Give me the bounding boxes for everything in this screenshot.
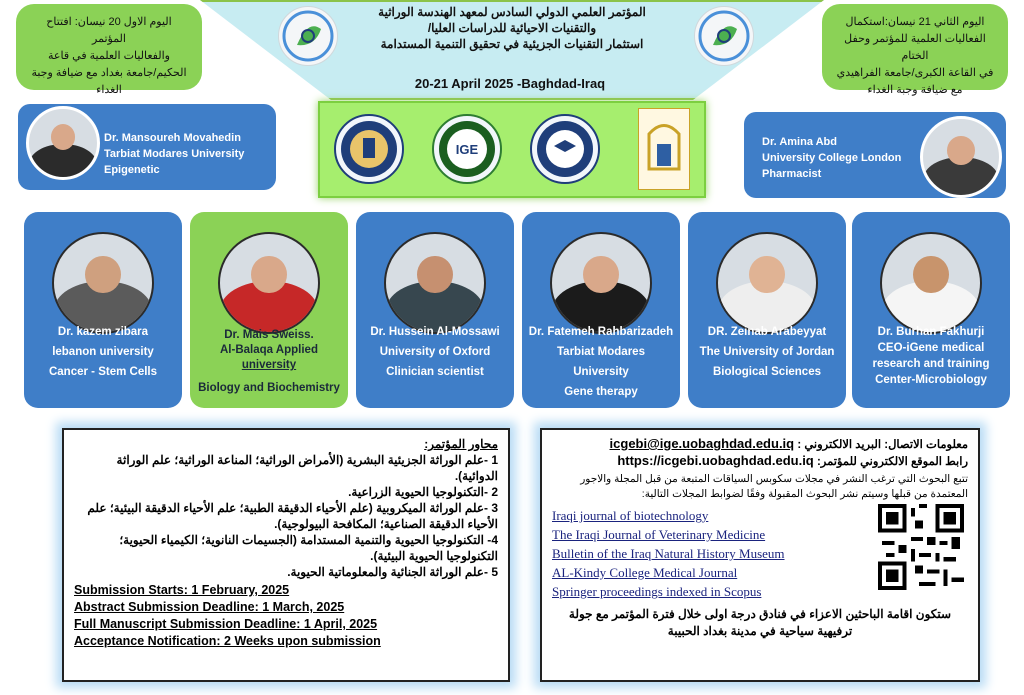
speaker-photo <box>920 116 1002 198</box>
journal-link[interactable]: The Iraqi Journal of Veterinary Medicine <box>552 527 766 542</box>
publish-note: تتبع البحوث التي ترغب النشر في مجلات سكوبس السياقات المتبعة من قبل المجلة والاجور المعتمدة من قبلها وسيتم نشر البحوث المقبولة وفقًا لضوابط المجلات التالية: <box>580 473 968 500</box>
day-two-line: اليوم الثاني 21 نيسان:استكمال <box>845 16 985 28</box>
speaker-field: Epigenetic <box>104 164 160 176</box>
speaker-field: Clinician scientist <box>386 366 484 378</box>
speaker-affiliation: University <box>573 366 629 378</box>
journal-link[interactable]: AL-Kindy College Medical Journal <box>552 565 738 580</box>
speaker-affiliation: Tarbiat Modares <box>557 346 645 358</box>
email-link[interactable]: icgebi@ige.uobaghdad.edu.iq <box>609 436 795 451</box>
deadline-item: Abstract Submission Deadline: 1 March, 2025 <box>74 600 345 614</box>
email-label: معلومات الاتصال: البريد الالكتروني : <box>797 439 968 451</box>
speaker-info <box>692 322 842 382</box>
speaker-info <box>856 324 1006 388</box>
speaker-name: Dr. Fatemeh Rahbarizadeh <box>528 326 674 338</box>
topic-item: 1 -علم الوراثة الجزيئية البشرية (الأمراض الوراثية؛ المناعة الوراثية؛ علم الوراثة الدوائية). <box>116 453 498 483</box>
institute-logo-right <box>694 6 754 66</box>
institute-logo-left <box>278 6 338 66</box>
speaker-affiliation: University of Oxford <box>379 346 491 358</box>
speaker-card-hussein <box>356 212 514 408</box>
day-one-line: اليوم الاول 20 نيسان: افتتاح المؤتمر <box>46 16 172 45</box>
qr-code-icon[interactable] <box>878 504 964 590</box>
speaker-name: Dr. Mansoureh Movahedin <box>104 132 241 144</box>
speaker-affiliation: Al-Balaqa Applied <box>220 344 318 356</box>
journal-link[interactable]: Springer proceedings indexed in Scopus <box>552 584 762 599</box>
site-label: رابط الموقع الالكتروني للمؤتمر: <box>816 456 968 468</box>
deadline-item: Full Manuscript Submission Deadline: 1 April, 2025 <box>74 617 378 631</box>
title-line-3: استثمار التقنيات الجزيئية في تحقيق التنمية المستدامة <box>380 37 644 51</box>
topics-list <box>74 436 498 580</box>
site-row <box>552 453 968 470</box>
speaker-photo <box>52 232 154 334</box>
speaker-info <box>28 322 178 382</box>
speaker-photo <box>384 232 486 334</box>
speaker-info <box>194 328 344 396</box>
speaker-name: Dr. Burhan Fakhurji <box>877 326 985 338</box>
speaker-info <box>360 322 510 382</box>
speaker-name: DR. Zeinab Arabeyyat <box>707 326 827 338</box>
site-link[interactable]: https://icgebi.uobaghdad.edu.iq <box>617 453 814 468</box>
day-two-box <box>822 4 1008 96</box>
day-one-line: الغداء <box>96 84 122 96</box>
day-two-line: مع ضيافة وجبة الغداء <box>867 84 963 96</box>
speaker-field: Cancer - Stem Cells <box>48 366 157 378</box>
deadline-item: Acceptance Notification: 2 Weeks upon submission <box>74 634 381 648</box>
speaker-field: Biological Sciences <box>712 366 821 378</box>
speaker-photo <box>218 232 320 334</box>
title-line-2: والتقنيات الاحيائية للدراسات العليا/ <box>427 21 597 35</box>
speaker-photo <box>26 106 100 180</box>
day-two-line: في القاعة الكبرى/جامعة الفراهيدي <box>836 67 994 79</box>
speaker-name: Dr. Amina Abd <box>762 136 837 148</box>
topic-item: 4- التكنولوجيا الحيوية والتنمية المستدامة (الجسيمات النانوية؛ الكيمياء الحيوية؛ التكنولوجيا الحيوية البيئية). <box>119 533 498 563</box>
journal-link[interactable]: Iraqi journal of biotechnology <box>552 508 709 523</box>
speaker-card-mais <box>190 212 348 408</box>
al-farahidi-university-logo <box>530 114 600 184</box>
contact-box <box>540 428 980 682</box>
conference-title <box>330 4 694 52</box>
deadlines-list <box>74 582 498 650</box>
day-two-line: الفعاليات العلمية للمؤتمر وحفل الختام <box>844 33 986 62</box>
university-of-baghdad-logo <box>334 114 404 184</box>
speaker-info <box>104 130 276 178</box>
email-row <box>552 436 968 453</box>
deadline-item: Submission Starts: 1 February, 2025 <box>74 583 290 597</box>
speaker-name: Dr. Mais Sweiss. <box>224 329 314 341</box>
journals-area <box>552 506 968 599</box>
topic-item: 2 -التكنولوجيا الحيوية الزراعية. <box>348 485 498 499</box>
speaker-field: Gene therapy <box>564 386 638 398</box>
speaker-name: Dr. kazem zibara <box>57 326 149 338</box>
speaker-photo <box>550 232 652 334</box>
speaker-field: Center-Microbiology <box>875 374 987 386</box>
day-one-box <box>16 4 202 96</box>
journal-link[interactable]: Bulletin of the Iraq Natural History Museum <box>552 546 785 561</box>
topics-box <box>62 428 510 682</box>
speaker-info <box>762 134 922 182</box>
accommodation-note: ستكون اقامة الباحثين الاعزاء في فنادق درجة اولى خلال فترة المؤتمر مع جولة ترفيهية سياحية في مدينة بغداد الحبيبة <box>568 607 952 638</box>
speaker-card-fatemeh <box>522 212 680 408</box>
topic-item: 5 -علم الوراثة الجنائية والمعلوماتية الحيوية. <box>287 565 498 579</box>
day-one-line: الحكيم/جامعة بغداد مع ضيافة وجبة <box>31 67 187 79</box>
title-line-1: المؤتمر العلمي الدولي السادس لمعهد الهندسة الوراثية <box>378 5 646 19</box>
speaker-affiliation: university <box>241 359 297 371</box>
speaker-affiliation: The University of Jordan <box>699 346 835 358</box>
speaker-card-kazem <box>24 212 182 408</box>
topics-heading: محاور المؤتمر: <box>424 437 498 451</box>
speaker-affiliation: Tarbiat Modares University <box>104 148 245 160</box>
speaker-info <box>526 322 676 402</box>
contact-lines <box>552 436 968 470</box>
speaker-field: Pharmacist <box>762 168 822 180</box>
speaker-field: Biology and Biochemistry <box>198 382 340 394</box>
speaker-photo <box>716 232 818 334</box>
speaker-name: Dr. Hussein Al-Mossawi <box>370 326 500 338</box>
ige-logo <box>432 114 502 184</box>
speaker-affiliation: research and training <box>872 358 990 370</box>
topic-item: 3 -علم الوراثة الميكروبية (علم الأحياء الدقيقة الطبية؛ علم الأحياء الدقيقة البيئية؛ علم الأحياء الدقيقة الصناعية؛ المكافحة البيولوجية). <box>87 501 498 531</box>
arabic-university-emblem <box>638 108 690 190</box>
speaker-affiliation: CEO-iGene medical <box>877 342 985 354</box>
speaker-photo <box>880 232 982 334</box>
conference-date: 20-21 April 2025 -Baghdad-Iraq <box>414 76 606 91</box>
svg-text:IGE: IGE <box>455 142 479 157</box>
speaker-card-zeinab <box>688 212 846 408</box>
speaker-affiliation: lebanon university <box>52 346 154 358</box>
speaker-affiliation: University College London <box>762 152 902 164</box>
speaker-card-burhan <box>852 212 1010 408</box>
day-one-line: والفعاليات العلمية في قاعة <box>48 50 170 62</box>
